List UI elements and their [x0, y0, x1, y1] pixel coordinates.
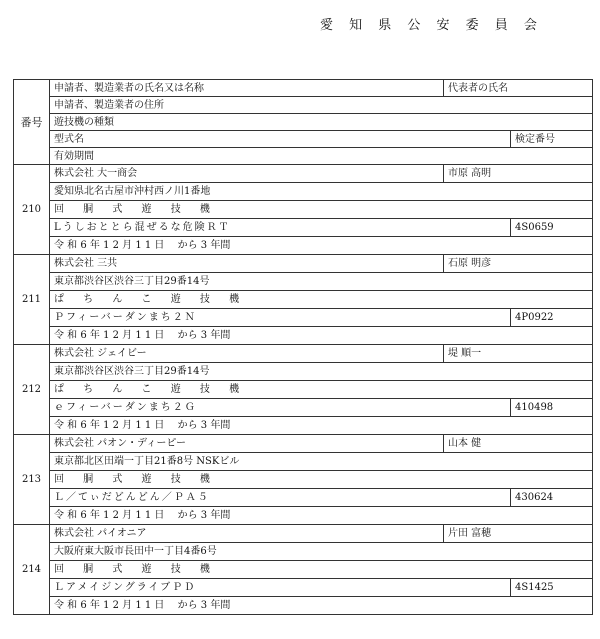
header-applicant-name: 申請者、製造業者の氏名又は名称: [50, 80, 444, 97]
entry-model-name: Lうしおととら混ぜるな危険ＲＴ: [50, 219, 511, 237]
entry-company: 株式会社 パオン・ディーピー: [50, 435, 444, 453]
header-model-name: 型式名: [50, 131, 511, 148]
entry-representative: 片田 富穂: [444, 525, 593, 543]
entry-model-name: Ｌ／てぃだどんどん／ＰＡ５: [50, 489, 511, 507]
entry-validity: 令 和 6 年 1 2 月 1 1 日 から 3 年間: [50, 507, 593, 525]
entry-number: 212: [14, 345, 50, 435]
entry-cert-number: 4P0922: [511, 309, 593, 327]
header-number: 番号: [14, 80, 50, 165]
entry-address: 大阪府東大阪市長田中一丁目4番6号: [50, 543, 593, 561]
entry-cert-number: 410498: [511, 399, 593, 417]
entry-model-name: ｅフィーバーダンまち２Ｇ: [50, 399, 511, 417]
certification-table: [13, 79, 593, 615]
entry-address: 東京都渋谷区渋谷三丁目29番14号: [50, 273, 593, 291]
entry-212: [14, 345, 593, 435]
entry-machine-type: 回 胴 式 遊 技 機: [50, 201, 593, 219]
entry-model-name: ＬアメイジングライブＰＤ: [50, 579, 511, 597]
entry-address: 愛知県北名古屋市沖村西ノ川1番地: [50, 183, 593, 201]
entry-cert-number: 430624: [511, 489, 593, 507]
entry-machine-type: 回 胴 式 遊 技 機: [50, 561, 593, 579]
entry-validity: 令 和 6 年 1 2 月 1 1 日 から 3 年間: [50, 327, 593, 345]
entry-validity: 令 和 6 年 1 2 月 1 1 日 から 3 年間: [50, 417, 593, 435]
entry-cert-number: 4S0659: [511, 219, 593, 237]
entry-cert-number: 4S1425: [511, 579, 593, 597]
header-row: [14, 80, 593, 97]
entry-machine-type: ぱ ち ん こ 遊 技 機: [50, 381, 593, 399]
entry-company: 株式会社 パイオニア: [50, 525, 444, 543]
entry-model-name: Ｐフィーバーダンまち２Ｎ: [50, 309, 511, 327]
entry-company: 株式会社 三共: [50, 255, 444, 273]
header-cert-number: 検定番号: [511, 131, 593, 148]
page-title: 愛 知 県 公 安 委 員 会: [320, 18, 543, 33]
entry-validity: 令 和 6 年 1 2 月 1 1 日 から 3 年間: [50, 237, 593, 255]
entry-representative: 山本 健: [444, 435, 593, 453]
entry-210: [14, 165, 593, 255]
header-machine-type: 遊技機の種類: [50, 114, 593, 131]
entry-representative: 堤 順一: [444, 345, 593, 363]
entry-213: [14, 435, 593, 525]
entry-machine-type: 回 胴 式 遊 技 機: [50, 471, 593, 489]
entry-number: 214: [14, 525, 50, 615]
entry-address: 東京都北区田端一丁目21番8号 NSKビル: [50, 453, 593, 471]
entry-company: 株式会社 ジェイビー: [50, 345, 444, 363]
entry-validity: 令 和 6 年 1 2 月 1 1 日 から 3 年間: [50, 597, 593, 615]
entry-number: 211: [14, 255, 50, 345]
entry-representative: 石原 明彦: [444, 255, 593, 273]
entry-211: [14, 255, 593, 345]
entry-address: 東京都渋谷区渋谷三丁目29番14号: [50, 363, 593, 381]
entry-214: [14, 525, 593, 615]
header-validity: 有効期間: [50, 148, 593, 165]
entry-company: 株式会社 大一商会: [50, 165, 444, 183]
header-representative: 代表者の氏名: [444, 80, 593, 97]
entry-number: 210: [14, 165, 50, 255]
entry-machine-type: ぱ ち ん こ 遊 技 機: [50, 291, 593, 309]
header-address: 申請者、製造業者の住所: [50, 97, 593, 114]
entry-number: 213: [14, 435, 50, 525]
entry-representative: 市原 高明: [444, 165, 593, 183]
